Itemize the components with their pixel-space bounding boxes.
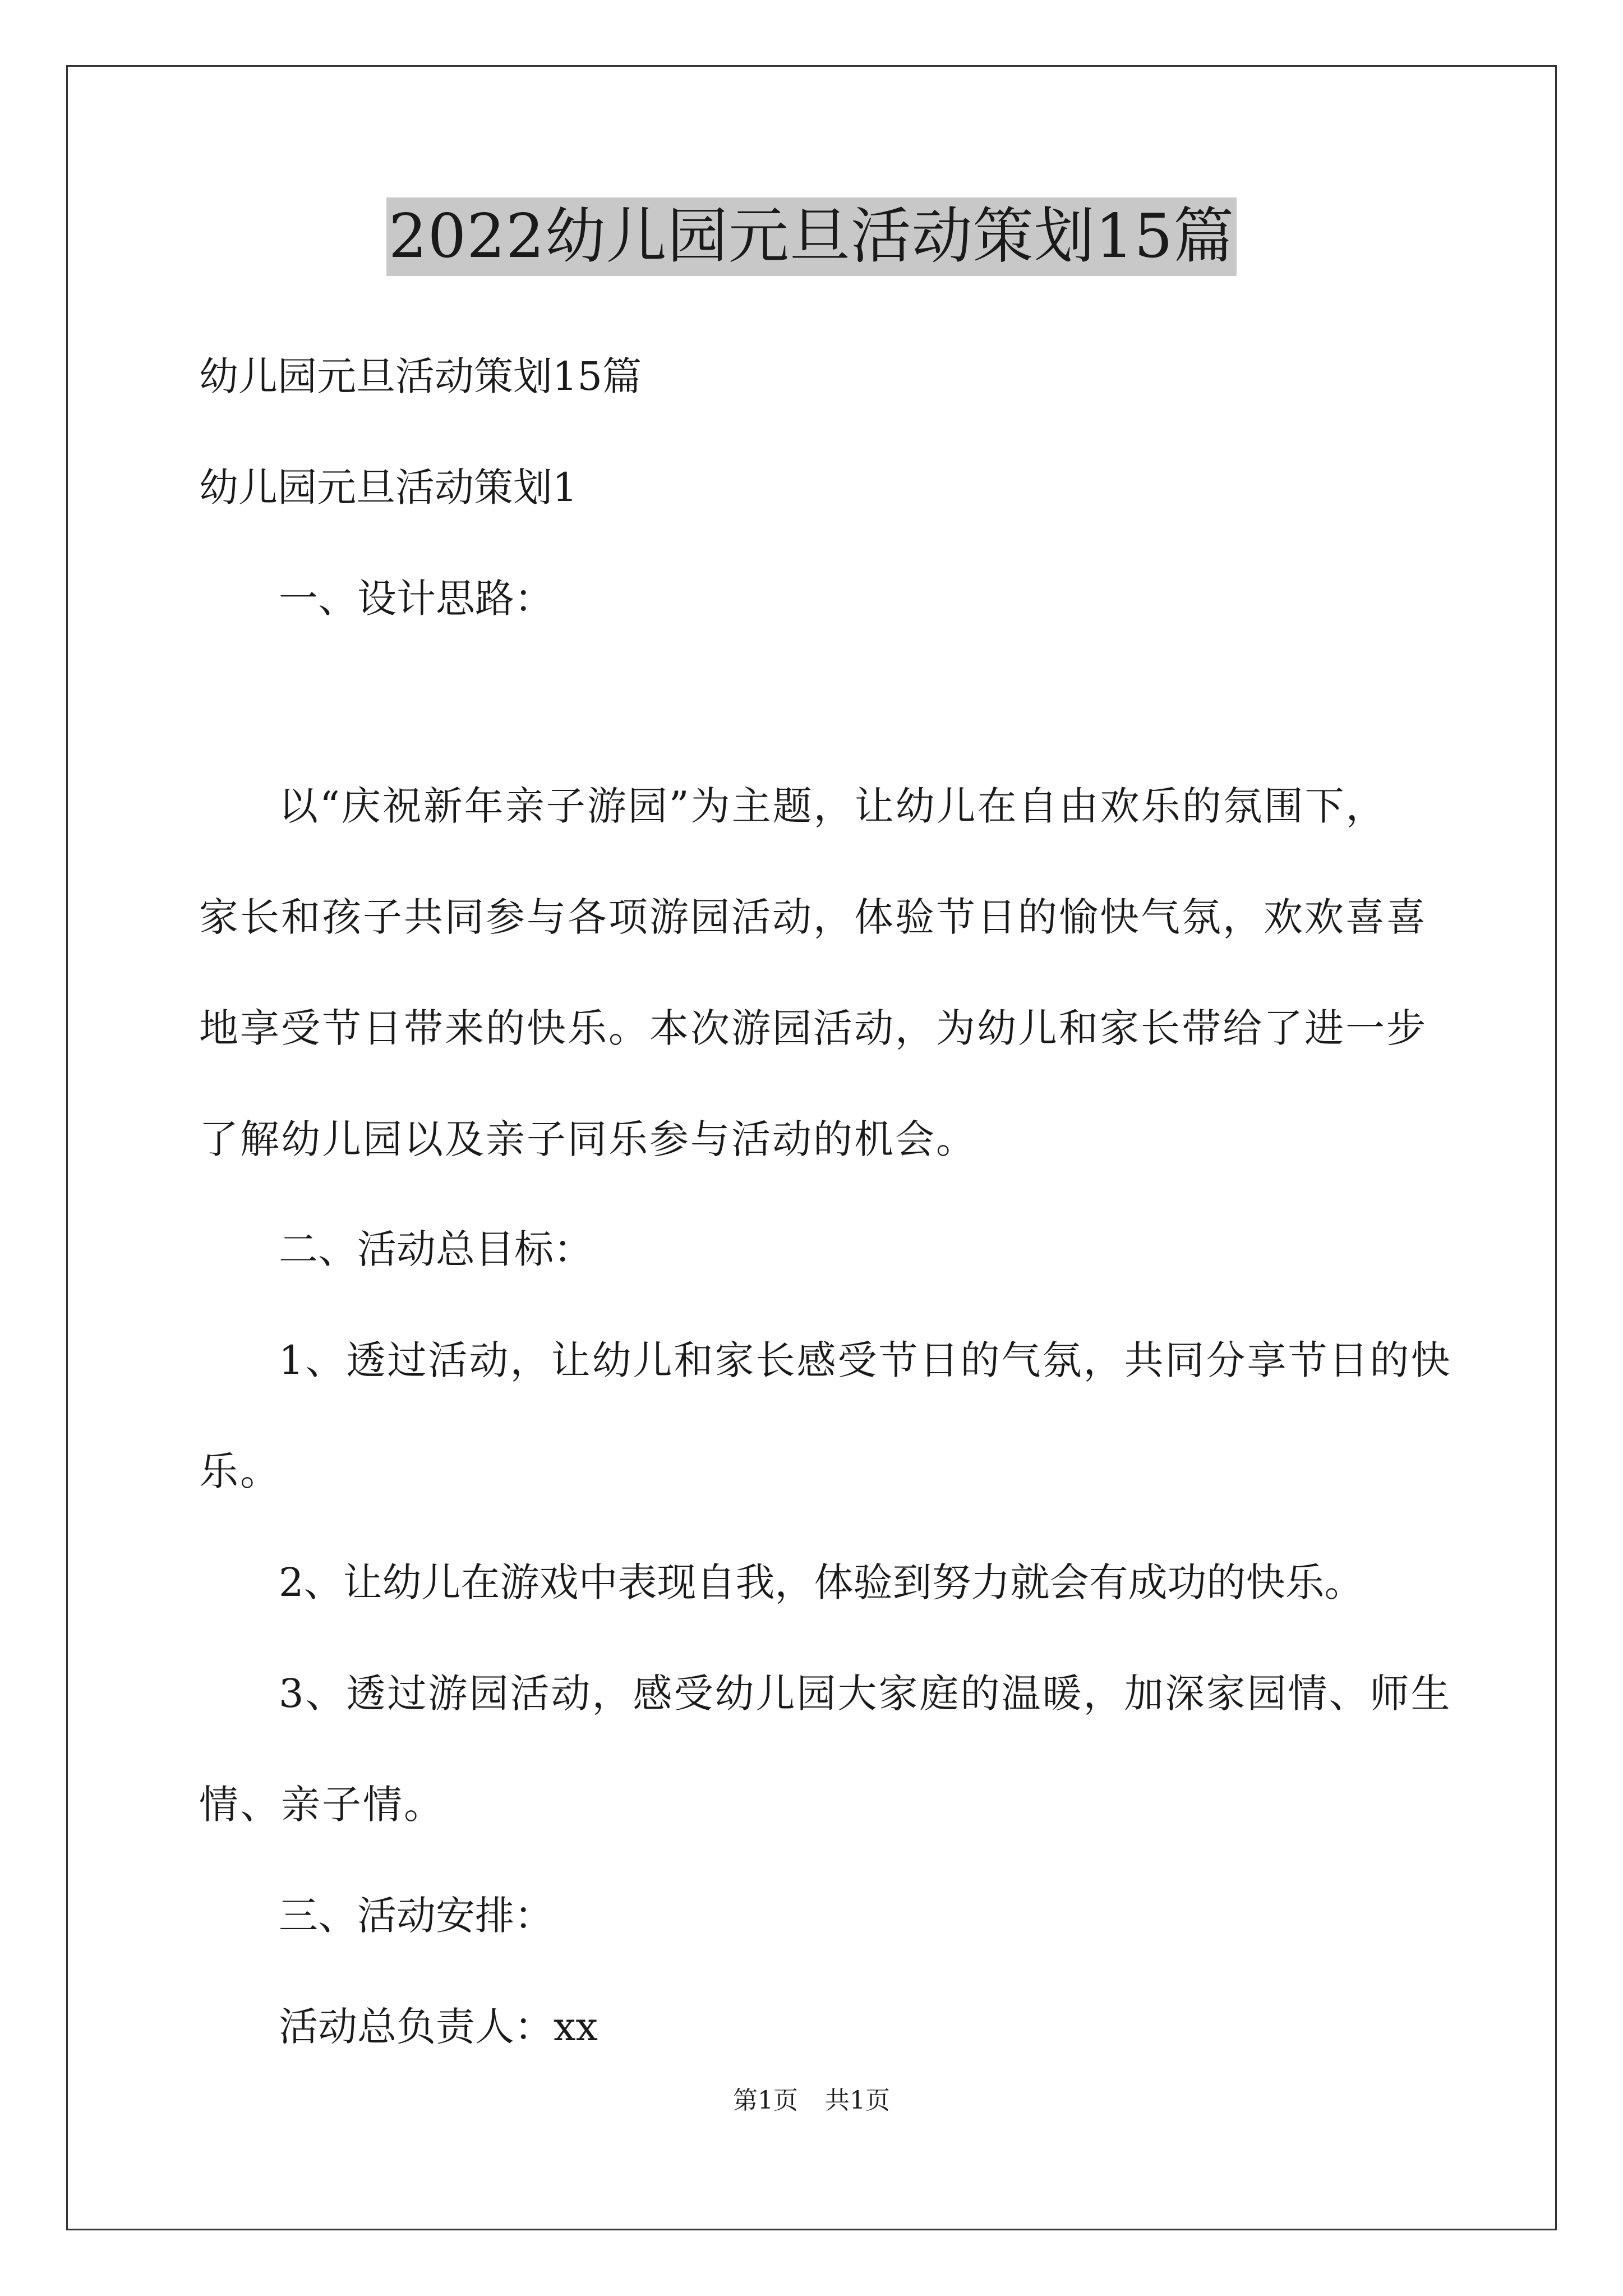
paragraph-line: 家长和孩子共同参与各项游园活动，体验节日的愉快气氛，欢欢喜喜 <box>199 894 1427 940</box>
paragraph-line: 以“庆祝新年亲子游园”为主题，让幼儿在自由欢乐的氛围下， <box>279 783 1387 829</box>
paragraph-line: 地享受节日带来的快乐。本次游园活动，为幼儿和家长带给了进一步 <box>199 1005 1427 1051</box>
heading-design-idea: 一、设计思路： <box>279 576 554 622</box>
page-total: 共1页 <box>825 2086 890 2115</box>
paragraph-line: 1、透过活动，让幼儿和家长感受节日的气氛，共同分享节日的快 <box>279 1337 1452 1383</box>
goal-2: 2、让幼儿在游戏中表现自我，体验到努力就会有成功的快乐。 <box>279 1559 1364 1605</box>
page-number: 第1页 <box>733 2086 798 2115</box>
paragraph-line: 3、透过游园活动，感受幼儿园大家庭的温暖，加深家园情、师生 <box>279 1671 1452 1717</box>
title-container <box>0 197 1623 276</box>
document-subtitle: 幼儿园元旦活动策划15篇 <box>199 353 642 399</box>
section-title: 幼儿园元旦活动策划1 <box>199 464 578 510</box>
goal-1 <box>199 1332 1452 1554</box>
page-footer <box>0 2084 1623 2118</box>
goal-3 <box>199 1665 1452 1887</box>
paragraph-line: 了解幼儿园以及亲子同乐参与活动的机会。 <box>199 1116 977 1162</box>
paragraph-line: 情、亲子情。 <box>199 1782 445 1828</box>
heading-arrangement: 三、活动安排： <box>279 1893 554 1939</box>
paragraph-line: 乐。 <box>199 1448 281 1494</box>
heading-goals: 二、活动总目标： <box>279 1226 593 1272</box>
paragraph-design-idea <box>199 777 1433 1222</box>
person-in-charge: 活动总负责人：xx <box>279 2004 598 2050</box>
document-title: 2022幼儿园元旦活动策划15篇 <box>386 197 1237 276</box>
